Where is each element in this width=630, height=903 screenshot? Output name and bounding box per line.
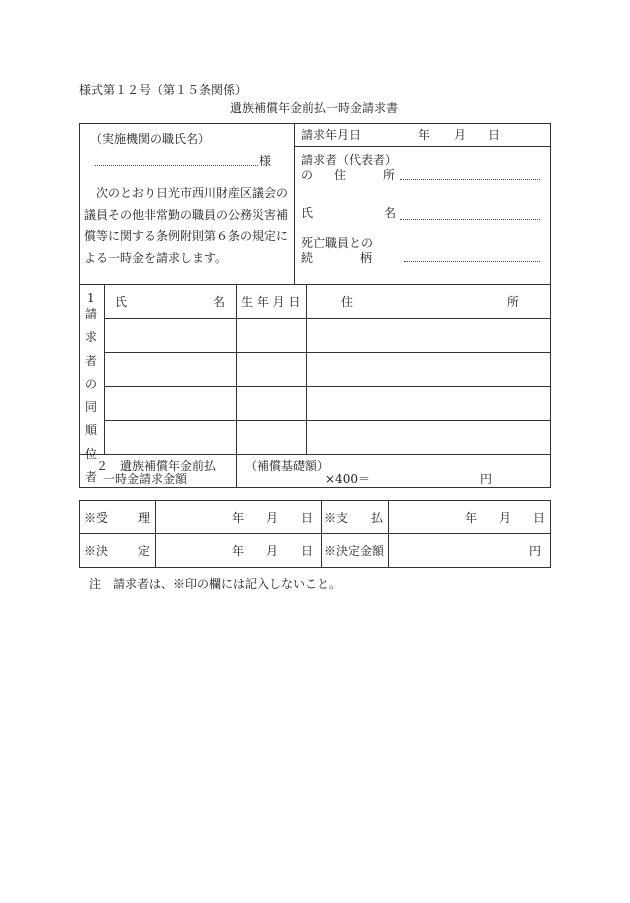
vertical-char: 請 [84,307,97,321]
claimant-name-cell[interactable] [105,421,235,453]
section2-label-line2: 一時金請求金額 [103,472,188,486]
footnote: 注 請求者は、※印の欄には記入しないこと。 [89,577,342,591]
claimant-name-cell[interactable] [105,387,235,419]
decision-day: 日 [301,544,314,558]
claimant-name-cell[interactable] [105,319,235,351]
claimant-address-cell[interactable] [307,319,550,351]
col-address-ju: 住 [341,295,354,309]
received-month: 月 [266,511,279,525]
address-label-sho: 所 [383,168,396,182]
relation-label: 死亡職員との [301,236,374,250]
received-label-1: ※受 [84,511,109,525]
section2-yen: 円 [480,472,493,486]
office-table-col-line [321,500,322,568]
claimant-birth-cell[interactable] [237,319,305,351]
multiplier-text: ×400＝ [325,472,370,486]
col-name-shi: 氏 [115,295,128,309]
vertical-char: 者 [84,470,97,485]
address-label-ju: 住 [334,168,347,182]
honorific: 様 [259,154,272,168]
claimant-name-cell[interactable] [105,353,235,385]
compensation-base-label: （補償基礎額） [245,459,330,473]
payment-day: 日 [533,511,546,525]
top-divider-vertical [294,123,295,284]
received-year: 年 [232,511,245,525]
top-section-bottom [79,284,551,285]
body-line: よる一時金を請求します。 [84,250,228,265]
received-day: 日 [301,511,314,525]
institution-name-field[interactable] [95,165,258,166]
decision-label-1: ※決 [84,544,109,558]
institution-label: （実施機関の職氏名） [90,132,211,146]
office-table-col-line [388,500,389,568]
claimant-address-cell[interactable] [307,353,550,385]
decided-amount-yen: 円 [529,544,542,558]
decision-month: 月 [266,544,279,558]
vertical-char: 者 [84,353,97,368]
date-day: 日 [488,128,501,142]
name-label-shi: 氏 [301,206,314,220]
vertical-char: 位 [84,446,97,461]
request-date-label: 請求年月日 [301,128,362,142]
claimant-address-field[interactable] [400,179,540,180]
document-title: 遺族補償年金前払一時金請求書 [230,101,399,115]
claimant-address-cell[interactable] [307,387,550,419]
claimant-name-field[interactable] [400,219,540,220]
office-table-col-line [155,500,156,568]
vertical-char: の [84,376,97,391]
body-line: 償等に関する条例附則第６条の規定に [84,229,289,243]
vertical-char: 順 [84,423,97,438]
section2-divider [236,454,237,488]
relation-label-zoku: 続 [301,251,314,265]
claimant-address-cell[interactable] [307,421,550,453]
request-amount-field[interactable] [370,468,475,486]
section1-number: 1 [87,291,95,305]
col-address-sho: 所 [507,295,520,309]
vertical-char: 求 [84,330,97,345]
payment-month: 月 [499,511,512,525]
date-year: 年 [418,128,431,142]
decided-amount-label: ※決定金額 [324,544,385,558]
claimant-label: 請求者（代表者） [301,153,398,167]
body-line: 次のとおり日光市西川財産区議会の [96,186,289,200]
claimant-birth-cell[interactable] [237,353,305,385]
section1-bottom [79,454,551,455]
col-name-mei: 名 [213,295,226,309]
relation-label-gara: 柄 [360,251,373,265]
date-row-divider [294,146,551,147]
section2-label-line1: ２ 遺族補償年金前払 [96,459,217,473]
payment-year: 年 [465,511,478,525]
office-table-row-line [79,533,551,534]
payment-label-1: ※支 [324,511,349,525]
address-label-no: の [301,168,314,182]
decision-year: 年 [232,544,245,558]
claimant-birth-cell[interactable] [237,387,305,419]
relation-field[interactable] [404,261,540,262]
form-number: 様式第１２号（第１５条関係） [79,83,248,97]
date-month: 月 [454,128,467,142]
vertical-char: 同 [84,400,97,415]
payment-label-2: 払 [371,511,384,525]
received-label-2: 理 [138,511,151,525]
name-label-mei: 名 [384,206,397,220]
col-birth-date: 生 年 月 日 [241,295,301,309]
decision-label-2: 定 [138,544,151,558]
body-line: 議員その他非常勤の職員の公務災害補 [84,207,289,222]
claimant-birth-cell[interactable] [237,421,305,453]
